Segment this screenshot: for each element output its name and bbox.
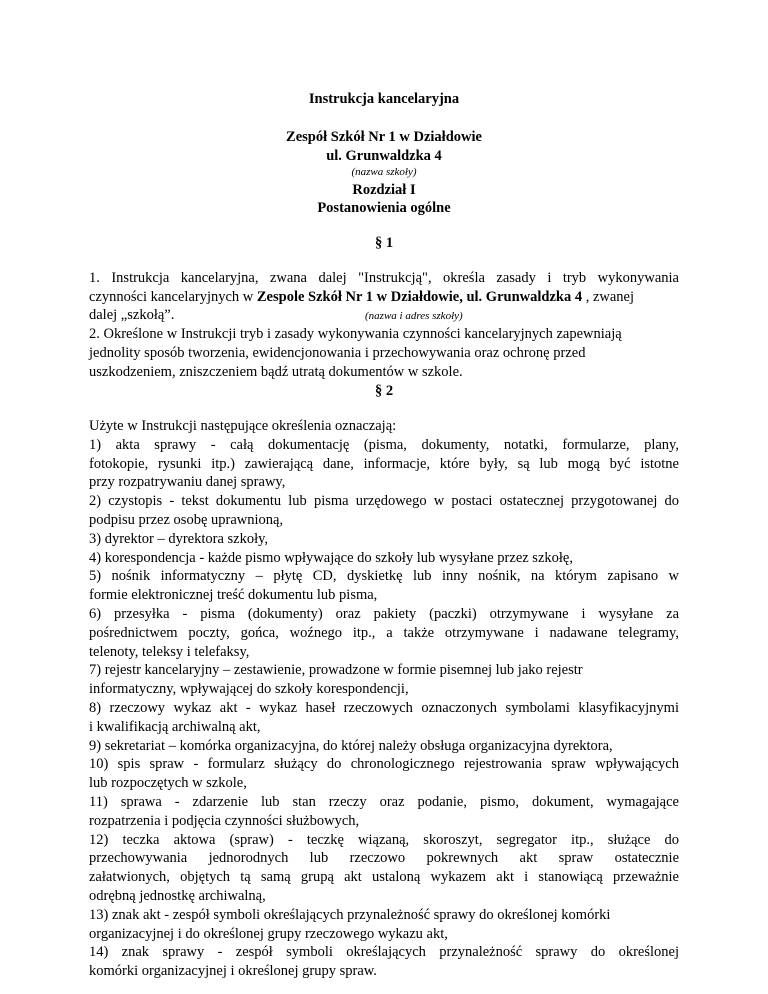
section-2-list-line: organizacyjnej i do określonej grupy rzeczowego wykazu akt, [89, 925, 448, 942]
section-2-list-line: 13) znak akt - zespół symboli określających przynależność sprawy do określonej komórki [89, 906, 611, 923]
section-2-list-line: 10) spis spraw - formularz służący do chronologicznego rejestrowania spraw wpływających [89, 756, 679, 773]
section-2-list-line: załatwionych, objętych tą samą grupą akt ustaloną wykazem akt i stanowiącą przeważnie [89, 869, 679, 886]
document-title: Instrukcja kancelaryjna [308, 91, 460, 107]
section-1-paragraph-1-line-3 [89, 306, 679, 325]
section-2-list-line: 12) teczka aktowa (spraw) - teczkę wiązaną, skoroszyt, segregator itp., służące do [89, 831, 679, 848]
section-2-list-line: przy rozpatrywaniu danej sprawy, [89, 474, 286, 491]
chapter-title: Postanowienia ogólne [317, 200, 451, 216]
school-note: (nazwa szkoły) [351, 166, 417, 178]
text-span: dalej „szkołą”. [89, 307, 175, 323]
section-2-list-line: 2) czystopis - tekst dokumentu lub pisma urzędowego w postaci ostatecznej przygotowanej do [89, 493, 679, 510]
section-2-list-line: rozpatrzenia i podjęcia czynności służbowych, [89, 812, 360, 829]
section-2-list-line: przechowywania jednorodnych lub rzeczowo pokrewnych akt spraw ostatecznie [89, 850, 679, 867]
section-2-list-line: odrębną jednostkę archiwalną, [89, 888, 266, 904]
section-2-list-line: 11) sprawa - zdarzenie lub stan rzeczy oraz podanie, pismo, dokument, wymagające [89, 794, 679, 810]
school-name: Zespół Szkół Nr 1 w Działdowie [286, 129, 482, 145]
section-2-list-line: 5) nośnik informatyczny – płytę CD, dyskietkę lub inny nośnik, na którym zapisano w [89, 568, 679, 585]
school-name-address-bold: Zespole Szkół Nr 1 w Działdowie, ul. Grunwaldzka 4 [256, 289, 583, 305]
section-2-heading: § 2 [374, 383, 394, 399]
section-2-list-line: 14) znak sprawy - zespół symboli określających przynależność sprawy do określonej [89, 944, 679, 961]
text-span: czynności kancelaryjnych w [89, 289, 257, 305]
section-2-list-line: 6) przesyłka - pisma (dokumenty) oraz pakiety (paczki) otrzymywane i wysyłane za [89, 606, 679, 622]
section-1-paragraph-1-line-1: 1. Instrukcja kancelaryjna, zwana dalej "Instrukcją", określa zasady i tryb wykonywania [89, 270, 679, 286]
section-1-paragraph-2-line: 2. Określone w Instrukcji tryb i zasady wykonywania czynności kancelaryjnych zapewniają [89, 326, 622, 342]
section-2-list-line: fotokopie, rysunki itp.) zawierającą dane, informacje, które były, są lub mogą być istotne [89, 455, 679, 472]
section-2-intro: Użyte w Instrukcji następujące określenia oznaczają: [89, 418, 397, 434]
section-2-list-line: 7) rejestr kancelaryjny – zestawienie, prowadzone w formie pisemnej lub jako rejestr [89, 662, 583, 679]
section-2-list-line: informatyczny, wpływającej do szkoły korespondencji, [89, 681, 409, 698]
section-1-paragraph-1-line-2 [89, 288, 679, 307]
section-2-list-line: 1) akta sprawy - całą dokumentację (pisma, dokumenty, notatki, formularze, plany, [89, 436, 679, 453]
section-2-list-line: lub rozpoczętych w szkole, [89, 775, 247, 792]
chapter-heading: Rozdział I [352, 182, 416, 198]
section-2-list-line: 8) rzeczowy wykaz akt - wykaz haseł rzeczowych oznaczonych symbolami klasyfikacyjnymi [89, 700, 679, 716]
section-1-heading: § 1 [374, 235, 394, 251]
section-2-list-line: komórki organizacyjnej i określonej grupy spraw. [89, 963, 377, 980]
section-2-list-line: pośrednictwem poczty, gońca, woźnego itp., a także otrzymywane i nadawane telegramy, [89, 624, 679, 641]
section-2-list-line: 3) dyrektor – dyrektora szkoły, [89, 530, 269, 547]
school-address: ul. Grunwaldzka 4 [326, 148, 442, 164]
section-2-list-line: podpisu przez osobę uprawnioną, [89, 512, 284, 528]
section-2-list-line: 4) korespondencja - każde pismo wpływające do szkoły lub wysyłane przez szkołę, [89, 549, 573, 566]
section-2-list-line: telenoty, teleksy i telefaksy, [89, 643, 250, 660]
school-address-note: (nazwa i adres szkoły) [365, 310, 463, 322]
section-1-paragraph-2-line: uszkodzeniem, zniszczeniem bądź utratą dokumentów w szkole. [89, 363, 463, 380]
section-1-paragraph-2-line: jednolity sposób tworzenia, ewidencjonowania i przechowywania oraz ochronę przed [89, 344, 586, 361]
section-2-list-line: 9) sekretariat – komórka organizacyjna, do której należy obsługa organizacyjna dyrektora, [89, 737, 613, 754]
section-2-list-line: i kwalifikacją archiwalną akt, [89, 718, 261, 735]
text-span: , zwanej [582, 289, 635, 305]
section-2-list-line: formie elektronicznej treść dokumentu lub pisma, [89, 587, 378, 604]
